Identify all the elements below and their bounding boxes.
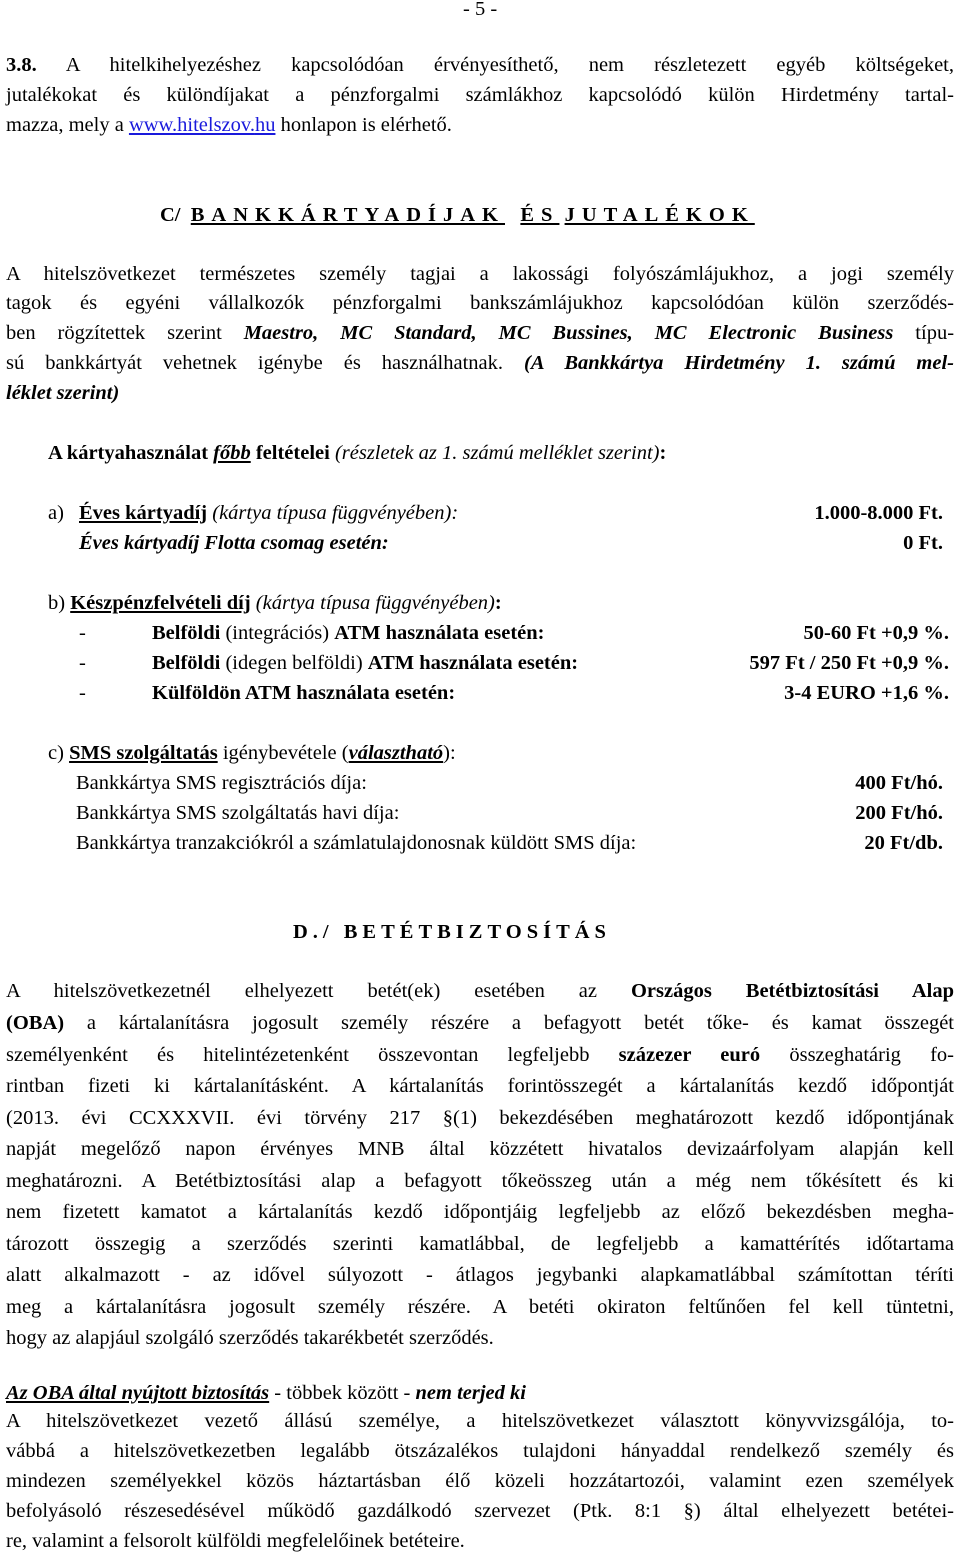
oba-exclusion-line-2: vábbá a hitelszövetkezetben legalább ötszázalékos tulajdoni hányaddal rendelkező személy és [6,1440,954,1462]
section-c-para-line-4: sú bankkártyát vehetnek igénybe és használhatnak. (A Bankkártya Hirdetmény 1. számú mel- [6,352,954,374]
item-a2-title: Éves kártyadíj Flotta csomag esetén: [79,532,389,554]
oba-exclusion-line-5: re, valamint a felsorolt külföldi megfelelőinek betéteire. [6,1530,465,1552]
sms-registration-fee-label: Bankkártya SMS regisztrációs díja: [76,772,367,794]
item-a-value: 1.000-8.000 Ft. [814,502,943,524]
section-d-line-10: alatt alkalmazott - az idővel súlyozott - átlagos jegybanki alapkamatlábbal számítottan téríti [6,1264,954,1286]
item-b2-value: 597 Ft / 250 Ft +0,9 %. [749,652,949,674]
section-3-8-line-2: jutalékokat és különdíjakat a pénzforgalmi számlákhoz kapcsolódó külön Hirdetmény tartal- [6,84,954,106]
page-number: - 5 - [463,0,498,20]
item-b1-value: 50-60 Ft +0,9 %. [803,622,949,644]
section-d-line-7: meghatározni. A Betétbiztosítási alap a befagyott tőkeösszeg után a még nem tőkésített és ki [6,1170,954,1192]
sms-registration-fee-value: 400 Ft/hó. [855,772,943,794]
section-d-line-1: A hitelszövetkezetnél elhelyezett betét(ek) esetében az Országos Betétbiztosítási Alap [6,980,954,1002]
card-types: Maestro, MC Standard, MC Bussines, MC Electronic Business [243,322,894,344]
item-b1: Belföldi (integrációs) ATM használata esetén: [152,622,545,644]
section-3-8-line-1 [6,50,954,80]
section-d-line-8: nem fizetett kamatot a kártalanítás kezdő időpontjáig legfeljebb az előző bekezdésben megha- [6,1201,954,1223]
section-3-8-line-3 [6,110,452,140]
text: mazza, mely a [6,114,124,136]
text: honlapon is elérhető. [280,114,452,136]
sms-monthly-fee-value: 200 Ft/hó. [855,802,943,824]
section-d-line-4: rintban fizeti ki kártalanításként. A kártalanítás forintösszegét a kártalanítás kezdő időpontját [6,1075,954,1097]
section-c-para-line-3: ben rögzítettek szerint Maestro, MC Standard, MC Bussines, MC Electronic Business típu- [6,322,955,344]
item-b-heading: b) Készpénzfelvételi díj (kártya típusa függvényében): [48,592,502,614]
section-d-title: D./ BETÉTBIZTOSÍTÁS [293,921,611,943]
section-d-line-3: személyenként és hitelintézetenként összevontan legfeljebb százezer euró összeghatárig fo- [6,1044,954,1066]
sms-transaction-fee-label: Bankkártya tranzakciókról a számlatulajdonosnak küldött SMS díja: [76,832,637,854]
section-d-line-11: meg a kártalanításra jogosult személy részére. A betéti okiraton feltűnően fel kell tüntetni, [6,1296,954,1318]
item-b-dash-2: - [79,652,86,674]
item-c-heading: c) SMS szolgáltatás igénybevétele (választható): [48,742,456,764]
section-c-para-line-5: léklet szerint) [6,382,120,404]
section-c-para-line-2: tagok és egyéni vállalkozók pénzforgalmi bankszámlájukhoz kapcsolódóan külön szerződés- [6,292,954,314]
oba-exclusion-heading: Az OBA által nyújtott biztosítás - többek között - nem terjed ki [6,1382,526,1404]
oba-exclusion-line-3: mindezen személyekkel közös háztartásban élő közeli hozzátartozói, valamint ezen személyek [6,1470,954,1492]
section-d-line-6: napját megelőző napon érvényes MNB által közzétett hivatalos devizaárfolyam alapján kell [6,1138,954,1160]
item-b-dash-3: - [79,682,86,704]
oba-exclusion-line-4: befolyásoló részesedésével működő gazdálkodó szervezet (Ptk. 8:1 §) által elhelyezett betétei- [6,1500,954,1522]
item-b3: Külföldön ATM használata esetén: [152,682,456,704]
item-a2-value: 0 Ft. [903,532,943,554]
item-a-label: a) [48,502,64,524]
text: A hitelkihelyezéshez kapcsolódóan érvényesíthető, nem részletezett egyéb költségeket, [65,54,954,76]
conditions-heading: A kártyahasználat főbb feltételei (részletek az 1. számú melléklet szerint): [48,442,667,464]
item-b2: Belföldi (idegen belföldi) ATM használata esetén: [152,652,579,674]
section-d-line-2: (OBA) a kártalanításra jogosult személy részére a befagyott betét tőke- és kamat összegét [6,1012,954,1034]
section-d-line-5: (2013. évi CCXXXVII. évi törvény 217 §(1) bekezdésében meghatározott kezdő időpontjának [6,1107,954,1129]
sms-transaction-fee-value: 20 Ft/db. [864,832,943,854]
section-c-title: C/ BANKKÁRTYADÍJAK ÉS JUTALÉKOK [160,204,755,226]
oba-exclusion-line-1: A hitelszövetkezet vezető állású személye, a hitelszövetkezet választott könyvvizsgálója, to- [6,1410,954,1432]
section-d-line-9: tározott összegig a szerződés szerinti kamatlábbal, de legfeljebb a kamattérítés időtartama [6,1233,954,1255]
section-d-line-12: hogy az alapjául szolgáló szerződés takarékbetét szerződés. [6,1327,494,1349]
sms-monthly-fee-label: Bankkártya SMS szolgáltatás havi díja: [76,802,400,824]
item-b3-value: 3-4 EURO +1,6 %. [784,682,949,704]
item-b-dash-1: - [79,622,86,644]
item-a-title: Éves kártyadíj (kártya típusa függvényében): [79,502,459,524]
section-number: 3.8. [6,54,37,76]
section-c-para-line-1: A hitelszövetkezet természetes személy tagjai a lakossági folyószámlájukhoz, a jogi személy [6,263,954,285]
website-link[interactable]: www.hitelszov.hu [128,114,276,136]
